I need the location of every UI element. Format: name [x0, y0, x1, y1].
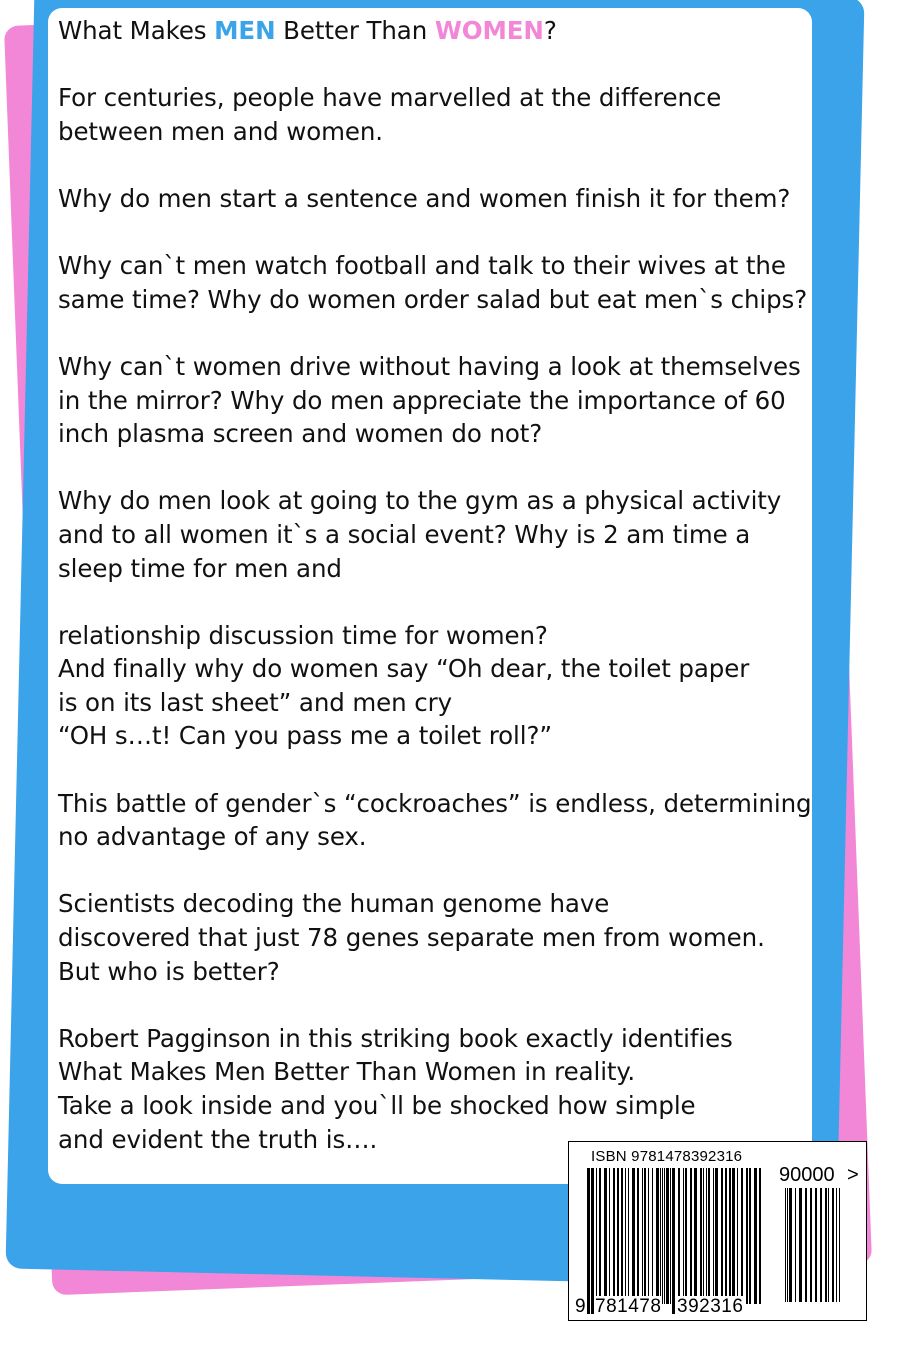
barcode-bar [670, 1168, 671, 1304]
barcode-bar [672, 1168, 675, 1314]
barcode-bar [820, 1188, 822, 1302]
barcode-bar [741, 1168, 743, 1304]
barcode-bar [628, 1168, 629, 1304]
barcode-bar [789, 1188, 792, 1302]
paragraph: Robert Pagginson in this striking book exactly identifies What Makes Men Better Than Women in reality. Take a look inside and you`ll be shocked how simple and evident the truth is…. [58, 1023, 733, 1154]
paragraph: Why can`t men watch football and talk to their wives at the same time? Why do women order salad but eat men`s chips? [58, 251, 808, 314]
barcode-bar [685, 1168, 687, 1304]
paragraph: This battle of gender`s “cockroaches” is endless, determining no advantage of any sex. [58, 788, 812, 852]
barcode-bar [839, 1188, 840, 1302]
barcode-bar [648, 1168, 649, 1304]
blurb-title: What Makes MEN Better Than WOMEN? [58, 16, 557, 45]
barcode-bar [715, 1168, 718, 1304]
paragraph: relationship discussion time for women? And finally why do women say “Oh dear, the toilet paper is on its last sheet” and men cry “OH s…t! Can you pass me a toilet roll?” [58, 620, 750, 751]
barcode-bar [678, 1168, 680, 1314]
addon-barcode-bars [779, 1188, 843, 1316]
barcode-bar [759, 1168, 761, 1304]
barcode-bar [591, 1168, 594, 1314]
barcode-bar [656, 1168, 659, 1304]
barcode-bar [721, 1168, 723, 1304]
barcode-bar [725, 1168, 727, 1304]
title-men-word: MEN [214, 16, 276, 45]
barcode-bar [706, 1168, 707, 1304]
blurb-text [58, 14, 818, 1190]
barcode-bar [642, 1168, 643, 1304]
barcode-bar [799, 1188, 802, 1302]
barcode-bar [690, 1168, 692, 1304]
barcode-bar [604, 1168, 607, 1304]
barcode-bar [637, 1168, 639, 1304]
barcode-bar [694, 1168, 697, 1304]
barcode-bar [599, 1168, 601, 1304]
barcode-bar [625, 1168, 626, 1304]
paragraph: Why do men start a sentence and women finish it for them? [58, 183, 791, 213]
barcode-bar [644, 1168, 646, 1304]
price-arrow: > [847, 1164, 859, 1186]
barcode-bar [836, 1188, 837, 1302]
barcode-bar [805, 1188, 807, 1302]
barcode-bar [815, 1188, 817, 1302]
barcode-bar [754, 1168, 757, 1304]
barcode-bar [632, 1168, 635, 1304]
barcode-bar [652, 1168, 653, 1304]
title-women-word: WOMEN [434, 16, 544, 45]
barcode-bar [708, 1168, 710, 1304]
barcode-digit-group-2: 392316 [677, 1296, 744, 1317]
barcode-bar [787, 1188, 788, 1302]
barcode-bar [749, 1168, 751, 1304]
barcode-bar [683, 1168, 684, 1304]
barcode-bar [810, 1188, 812, 1302]
barcode-bar [587, 1168, 590, 1314]
barcode-bar [613, 1168, 615, 1304]
barcode-bar [666, 1168, 669, 1304]
barcode-bar [825, 1188, 827, 1302]
barcode-bar [729, 1168, 731, 1304]
barcode-digit-group-1: 781478 [595, 1296, 662, 1317]
paragraph: For centuries, people have marvelled at the difference between men and women. [58, 83, 722, 146]
barcode-bar [621, 1168, 623, 1304]
paragraph: Why do men look at going to the gym as a physical activity and to all women it`s a social event? Why is 2 am time a sleep time for men and [58, 486, 782, 583]
barcode-bar [703, 1168, 704, 1304]
isbn-label: ISBN 9781478392316 [591, 1148, 743, 1165]
barcode-bar [732, 1168, 735, 1304]
barcode-bar [785, 1188, 786, 1302]
barcode-bar [795, 1188, 796, 1302]
barcode-bar [664, 1168, 665, 1304]
paragraph: Scientists decoding the human genome have discovered that just 78 genes separate men from women. But who is better? [58, 889, 765, 986]
price-code: 90000 [779, 1164, 835, 1186]
barcode-bar [596, 1168, 597, 1304]
barcode-bar [662, 1168, 663, 1304]
barcode-bar [609, 1168, 610, 1304]
paragraph: Why can`t women drive without having a look at themselves in the mirror? Why do men appreciate the importance of 60 inch plasma screen and women do not? [58, 351, 801, 449]
barcode-digit-first: 9 [575, 1296, 587, 1317]
barcode-bar [828, 1188, 829, 1302]
barcode-bar [713, 1168, 714, 1304]
isbn-barcode [568, 1141, 867, 1321]
barcode-bar [737, 1168, 738, 1304]
barcode-bar [746, 1168, 748, 1304]
barcode-bar [832, 1188, 834, 1302]
barcode-bar [660, 1168, 661, 1304]
barcode-bar [617, 1168, 619, 1304]
barcode-bar [700, 1168, 702, 1304]
